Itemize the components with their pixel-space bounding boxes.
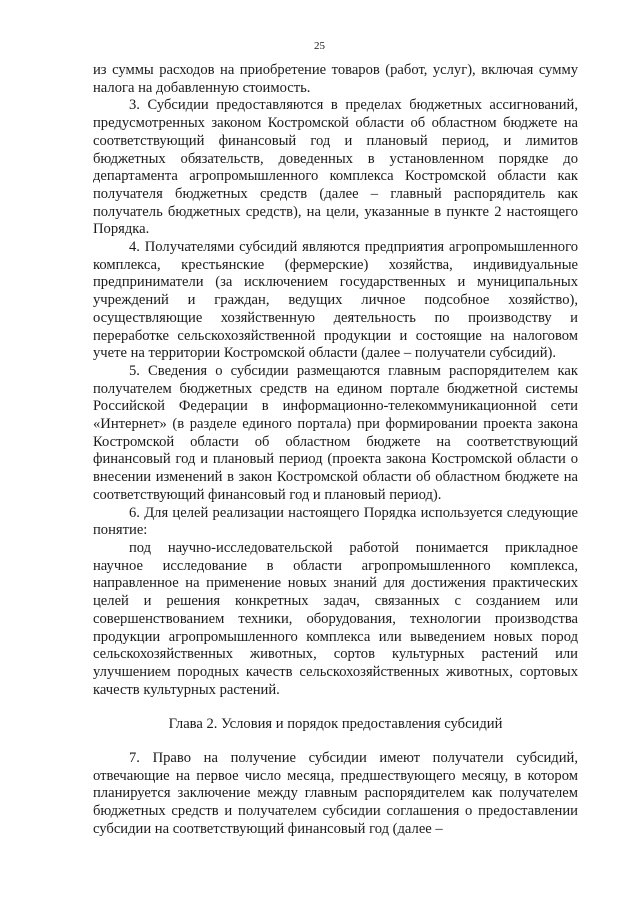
paragraph-4: 4. Получателями субсидий являются предприятия агропромышленного комплекса, крестьянские (фермерские) хозяйства, индивидуальные предприниматели (за исключением государственных и муниципальных учреждений и граждан, ведущих личное подсобное хозяйство), осуществляющие хозяйственную деятельность по производству и переработке сельскохозяйственной продукции и состоящие на налоговом учете на территории Костромской области (далее – получатели субсидий). (93, 239, 578, 362)
definition-paragraph: под научно-исследовательской работой понимается прикладное научное исследование в области агропромышленного комплекса, направленное на применение новых знаний для достижения практических целей и решения конкретных задач, связанных с созданием или совершенствованием техники, оборудования, технологии производства продукции агропромышленного комплекса или выведением новых пород сельскохозяйственных животных, сортов культурных растений или улучшением породных качеств сельскохозяйственных животных, сортовых качеств культурных растений. (93, 539, 578, 698)
document-body (93, 62, 578, 839)
page-number: 25 (314, 40, 325, 52)
paragraph-continuation: из суммы расходов на приобретение товаров (работ, услуг), включая сумму налога на добавленную стоимость. (93, 62, 578, 96)
chapter-heading: Глава 2. Условия и порядок предоставления субсидий (168, 716, 503, 733)
paragraph-3: 3. Субсидии предоставляются в пределах бюджетных ассигнований, предусмотренных законом Костромской области об областном бюджете на соответствующий финансовый год и плановый период, и лимитов бюджетных обязательств, доведенных в установленном порядке до департамента агропромышленного комплекса Костромской области как получателя бюджетных средств (далее – главный распорядитель как получатель бюджетных средств), на цели, указанные в пункте 2 настоящего Порядка. (93, 97, 578, 238)
paragraph-5: 5. Сведения о субсидии размещаются главным распорядителем как получателем бюджетных средств на едином портале бюджетной системы Российской Федерации в информационно-телекоммуникационной сети «Интернет» (в разделе единого портала) при формировании проекта закона Костромской области об областном бюджете на соответствующий финансовый год и плановый период (проекта закона Костромской области о внесении изменений в закон Костромской области об областном бюджете на соответствующий финансовый год и плановый период). (93, 362, 578, 503)
paragraph-6: 6. Для целей реализации настоящего Порядка используется следующие понятие: (93, 504, 578, 539)
paragraph-7: 7. Право на получение субсидии имеют получатели субсидий, отвечающие на первое число месяца, предшествующего месяцу, в котором планируется заключение между главным распорядителем как получателем бюджетных средств и получателем субсидии соглашения о предоставлении субсидии на соответствующий финансовый год (далее – (93, 750, 578, 837)
